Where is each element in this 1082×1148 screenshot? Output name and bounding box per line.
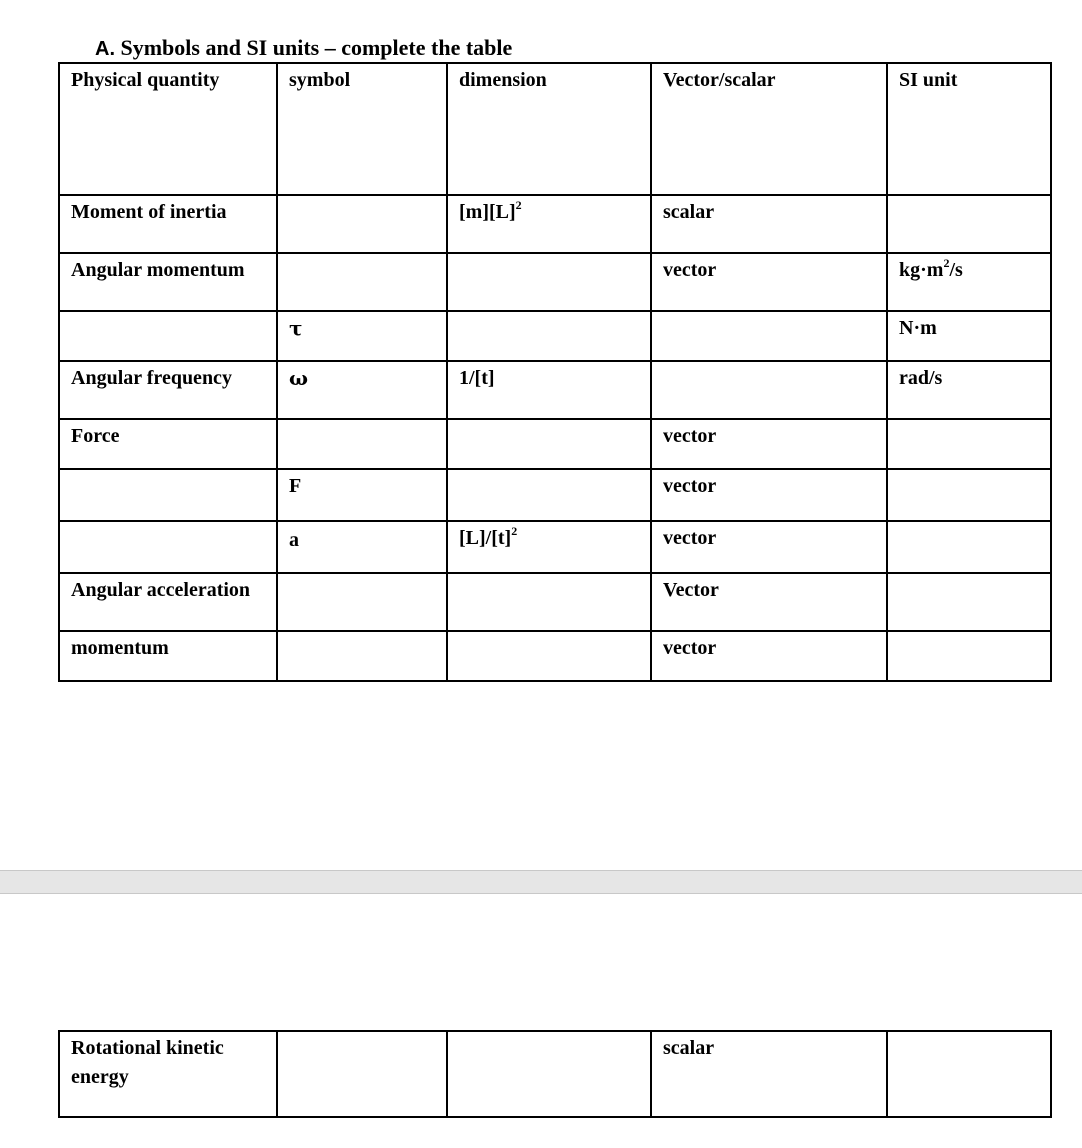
symbol-cell[interactable] bbox=[277, 419, 447, 469]
dimension-cell[interactable] bbox=[447, 195, 651, 253]
header-symbol: symbol bbox=[277, 63, 447, 195]
table-row bbox=[59, 419, 1051, 469]
units-table bbox=[58, 62, 1052, 682]
si-unit-cell[interactable] bbox=[887, 521, 1051, 573]
quantity-cell[interactable] bbox=[59, 469, 277, 521]
section-title-text: Symbols and SI units – complete the table bbox=[120, 35, 513, 60]
vector-scalar-cell[interactable] bbox=[651, 311, 887, 361]
symbol-cell[interactable] bbox=[277, 1031, 447, 1117]
vector-scalar-cell[interactable] bbox=[651, 361, 887, 419]
vector-scalar-cell[interactable]: vector bbox=[651, 419, 887, 469]
dimension-cell[interactable] bbox=[447, 631, 651, 681]
vector-scalar-cell[interactable]: vector bbox=[651, 521, 887, 573]
dimension-value: 1/[t] bbox=[459, 367, 495, 389]
table-row bbox=[59, 521, 1051, 573]
header-row bbox=[59, 63, 1051, 195]
section-letter: A. bbox=[95, 38, 115, 60]
quantity-cell[interactable]: Angular acceleration bbox=[59, 573, 277, 631]
dimension-cell[interactable] bbox=[447, 253, 651, 311]
table-row bbox=[59, 631, 1051, 681]
quantity-cell[interactable]: Force bbox=[59, 419, 277, 469]
vector-scalar-cell[interactable]: scalar bbox=[651, 195, 887, 253]
table-row bbox=[59, 361, 1051, 419]
quantity-cell[interactable]: Angular frequency bbox=[59, 361, 277, 419]
table-row bbox=[59, 253, 1051, 311]
si-unit-cell[interactable] bbox=[887, 419, 1051, 469]
symbol-cell[interactable]: F bbox=[277, 469, 447, 521]
vector-scalar-cell[interactable]: vector bbox=[651, 469, 887, 521]
quantity-cell[interactable] bbox=[59, 521, 277, 573]
dimension-cell[interactable] bbox=[447, 521, 651, 573]
section-title bbox=[95, 34, 512, 63]
dimension-cell[interactable] bbox=[447, 311, 651, 361]
symbol-cell[interactable]: τ bbox=[277, 311, 447, 361]
dimension-value: [m][L] bbox=[459, 201, 516, 223]
header-physical-quantity: Physical quantity bbox=[59, 63, 277, 195]
si-unit-cell[interactable] bbox=[887, 631, 1051, 681]
dimension-exponent: 2 bbox=[515, 198, 522, 212]
si-unit-cell[interactable] bbox=[887, 469, 1051, 521]
quantity-cell[interactable]: Angular momentum bbox=[59, 253, 277, 311]
quantity-cell[interactable]: Moment of inertia bbox=[59, 195, 277, 253]
symbol-cell[interactable] bbox=[277, 195, 447, 253]
table-row bbox=[59, 195, 1051, 253]
si-unit-cell[interactable] bbox=[887, 253, 1051, 311]
unit-tail: /s bbox=[949, 259, 963, 281]
dimension-cell[interactable] bbox=[447, 419, 651, 469]
table-row bbox=[59, 573, 1051, 631]
quantity-cell[interactable] bbox=[59, 311, 277, 361]
unit-value: kg·m bbox=[899, 259, 944, 281]
unit-value: N·m bbox=[899, 317, 937, 339]
dimension-cell[interactable] bbox=[447, 573, 651, 631]
dimension-value: [L]/[t] bbox=[459, 527, 512, 549]
vector-scalar-cell[interactable]: vector bbox=[651, 631, 887, 681]
unit-value: rad/s bbox=[899, 367, 943, 389]
page-break-divider bbox=[0, 870, 1082, 894]
header-vector-scalar: Vector/scalar bbox=[651, 63, 887, 195]
table-row bbox=[59, 1031, 1051, 1117]
vector-scalar-cell[interactable]: scalar bbox=[651, 1031, 887, 1117]
symbol-cell[interactable]: ω bbox=[277, 361, 447, 419]
unit-exponent: 2 bbox=[943, 256, 950, 270]
symbol-cell[interactable] bbox=[277, 253, 447, 311]
dimension-cell[interactable] bbox=[447, 469, 651, 521]
symbol-cell[interactable]: a bbox=[277, 521, 447, 573]
quantity-cell[interactable]: momentum bbox=[59, 631, 277, 681]
header-dimension: dimension bbox=[447, 63, 651, 195]
si-unit-cell[interactable] bbox=[887, 311, 1051, 361]
header-si-unit: SI unit bbox=[887, 63, 1051, 195]
quantity-cell[interactable]: Rotational kinetic energy bbox=[59, 1031, 277, 1117]
vector-scalar-cell[interactable]: vector bbox=[651, 253, 887, 311]
table-row bbox=[59, 469, 1051, 521]
dimension-exponent: 2 bbox=[511, 524, 518, 538]
si-unit-cell[interactable] bbox=[887, 573, 1051, 631]
vector-scalar-cell[interactable]: Vector bbox=[651, 573, 887, 631]
si-unit-cell[interactable] bbox=[887, 361, 1051, 419]
symbol-cell[interactable] bbox=[277, 631, 447, 681]
si-unit-cell[interactable] bbox=[887, 1031, 1051, 1117]
si-unit-cell[interactable] bbox=[887, 195, 1051, 253]
dimension-cell[interactable] bbox=[447, 1031, 651, 1117]
units-table-continued bbox=[58, 1030, 1052, 1118]
table-row bbox=[59, 311, 1051, 361]
dimension-cell[interactable] bbox=[447, 361, 651, 419]
symbol-cell[interactable] bbox=[277, 573, 447, 631]
